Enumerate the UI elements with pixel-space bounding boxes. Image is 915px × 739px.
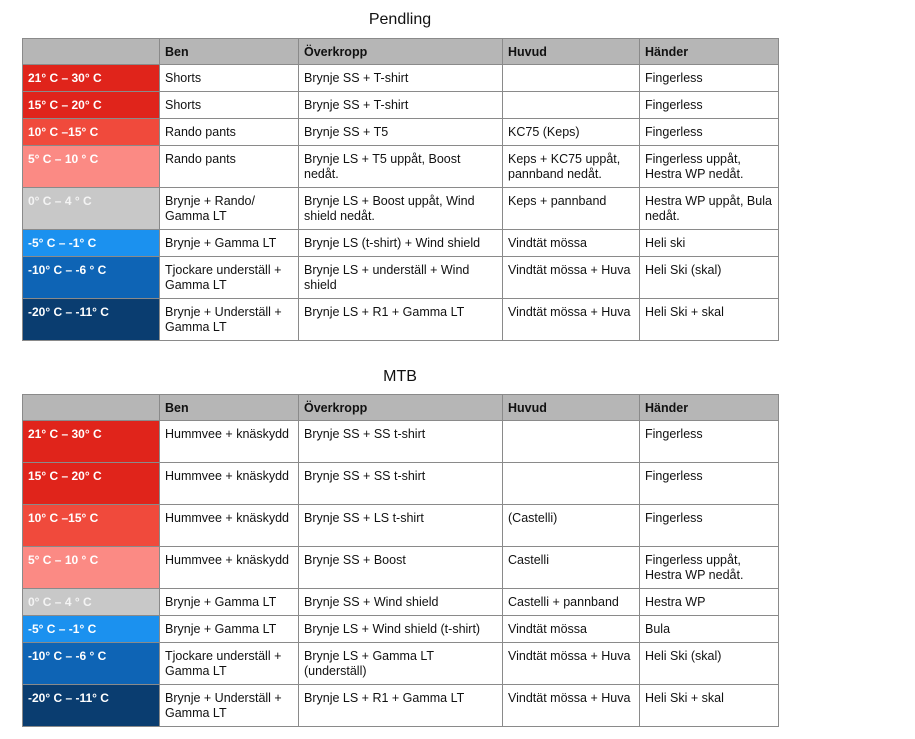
header-overkropp: Överkropp [299, 39, 503, 65]
hander-cell: Heli Ski (skal) [640, 257, 779, 299]
overkropp-cell: Brynje SS + T-shirt [299, 65, 503, 92]
hander-cell: Heli Ski + skal [640, 685, 779, 727]
huvud-cell: Vindtät mössa [503, 616, 640, 643]
hander-cell: Heli ski [640, 230, 779, 257]
ben-cell: Rando pants [160, 146, 299, 188]
header-hander: Händer [640, 39, 779, 65]
temperature-cell: 5° C – 10 ° C [23, 146, 160, 188]
ben-cell: Brynje + Gamma LT [160, 616, 299, 643]
header-temperature [23, 395, 160, 421]
table-row [23, 257, 779, 299]
huvud-cell: Vindtät mössa + Huva [503, 257, 640, 299]
table-row [23, 643, 779, 685]
overkropp-cell: Brynje SS + SS t-shirt [299, 421, 503, 463]
ben-cell: Hummvee + knäskydd [160, 421, 299, 463]
table-row [23, 421, 779, 463]
temperature-cell: 0° C – 4 ° C [23, 589, 160, 616]
huvud-cell: Vindtät mössa [503, 230, 640, 257]
overkropp-cell: Brynje LS + R1 + Gamma LT [299, 299, 503, 341]
overkropp-cell: Brynje SS + Wind shield [299, 589, 503, 616]
overkropp-cell: Brynje LS + T5 uppåt, Boost nedåt. [299, 146, 503, 188]
hander-cell: Fingerless [640, 421, 779, 463]
header-ben: Ben [160, 39, 299, 65]
section-title-pendling: Pendling [368, 11, 432, 28]
table-row [23, 685, 779, 727]
overkropp-cell: Brynje LS + Wind shield (t-shirt) [299, 616, 503, 643]
header-huvud: Huvud [503, 395, 640, 421]
temperature-cell: 10° C –15° C [23, 505, 160, 547]
temperature-cell: 0° C – 4 ° C [23, 188, 160, 230]
overkropp-cell: Brynje LS + Boost uppåt, Wind shield nedåt. [299, 188, 503, 230]
clothing-table-pendling [22, 38, 779, 341]
hander-cell: Fingerless [640, 119, 779, 146]
table-row [23, 463, 779, 505]
temperature-cell: -20° C – -11° C [23, 299, 160, 341]
temperature-cell: 15° C – 20° C [23, 463, 160, 505]
hander-cell: Fingerless uppåt, Hestra WP nedåt. [640, 547, 779, 589]
overkropp-cell: Brynje SS + SS t-shirt [299, 463, 503, 505]
temperature-cell: 21° C – 30° C [23, 421, 160, 463]
header-temperature [23, 39, 160, 65]
table-row [23, 146, 779, 188]
overkropp-cell: Brynje SS + LS t-shirt [299, 505, 503, 547]
section-title-mtb: MTB [383, 368, 417, 385]
huvud-cell [503, 421, 640, 463]
temperature-cell: -5° C – -1° C [23, 230, 160, 257]
huvud-cell: Vindtät mössa + Huva [503, 643, 640, 685]
ben-cell: Brynje + Underställ + Gamma LT [160, 685, 299, 727]
temperature-cell: -10° C – -6 ° C [23, 643, 160, 685]
ben-cell: Tjockare underställ + Gamma LT [160, 643, 299, 685]
table-header-row [23, 39, 779, 65]
overkropp-cell: Brynje LS + R1 + Gamma LT [299, 685, 503, 727]
huvud-cell: (Castelli) [503, 505, 640, 547]
overkropp-cell: Brynje LS + underställ + Wind shield [299, 257, 503, 299]
ben-cell: Hummvee + knäskydd [160, 547, 299, 589]
table-row [23, 65, 779, 92]
overkropp-cell: Brynje SS + T5 [299, 119, 503, 146]
ben-cell: Hummvee + knäskydd [160, 463, 299, 505]
table-row [23, 299, 779, 341]
table-row [23, 119, 779, 146]
hander-cell: Bula [640, 616, 779, 643]
temperature-cell: -10° C – -6 ° C [23, 257, 160, 299]
hander-cell: Heli Ski + skal [640, 299, 779, 341]
table-row [23, 547, 779, 589]
overkropp-cell: Brynje LS + Gamma LT (underställ) [299, 643, 503, 685]
table-row [23, 589, 779, 616]
ben-cell: Brynje + Rando/ Gamma LT [160, 188, 299, 230]
clothing-table-mtb [22, 394, 779, 727]
huvud-cell: Castelli [503, 547, 640, 589]
ben-cell: Rando pants [160, 119, 299, 146]
temperature-cell: 10° C –15° C [23, 119, 160, 146]
huvud-cell [503, 92, 640, 119]
hander-cell: Fingerless [640, 92, 779, 119]
huvud-cell: Keps + KC75 uppåt, pannband nedåt. [503, 146, 640, 188]
overkropp-cell: Brynje LS (t-shirt) + Wind shield [299, 230, 503, 257]
huvud-cell: Vindtät mössa + Huva [503, 299, 640, 341]
ben-cell: Shorts [160, 92, 299, 119]
ben-cell: Brynje + Underställ + Gamma LT [160, 299, 299, 341]
header-overkropp: Överkropp [299, 395, 503, 421]
table-row [23, 616, 779, 643]
ben-cell: Brynje + Gamma LT [160, 230, 299, 257]
overkropp-cell: Brynje SS + T-shirt [299, 92, 503, 119]
huvud-cell [503, 65, 640, 92]
ben-cell: Shorts [160, 65, 299, 92]
temperature-cell: -20° C – -11° C [23, 685, 160, 727]
hander-cell: Fingerless [640, 505, 779, 547]
ben-cell: Brynje + Gamma LT [160, 589, 299, 616]
temperature-cell: 21° C – 30° C [23, 65, 160, 92]
header-huvud: Huvud [503, 39, 640, 65]
table-row [23, 505, 779, 547]
huvud-cell: KC75 (Keps) [503, 119, 640, 146]
table-header-row [23, 395, 779, 421]
hander-cell: Fingerless [640, 65, 779, 92]
hander-cell: Fingerless uppåt, Hestra WP nedåt. [640, 146, 779, 188]
hander-cell: Hestra WP [640, 589, 779, 616]
temperature-cell: -5° C – -1° C [23, 616, 160, 643]
hander-cell: Hestra WP uppåt, Bula nedåt. [640, 188, 779, 230]
huvud-cell: Keps + pannband [503, 188, 640, 230]
table-row [23, 230, 779, 257]
hander-cell: Heli Ski (skal) [640, 643, 779, 685]
table-row [23, 188, 779, 230]
huvud-cell [503, 463, 640, 505]
huvud-cell: Castelli + pannband [503, 589, 640, 616]
overkropp-cell: Brynje SS + Boost [299, 547, 503, 589]
hander-cell: Fingerless [640, 463, 779, 505]
huvud-cell: Vindtät mössa + Huva [503, 685, 640, 727]
ben-cell: Hummvee + knäskydd [160, 505, 299, 547]
temperature-cell: 5° C – 10 ° C [23, 547, 160, 589]
header-ben: Ben [160, 395, 299, 421]
table-row [23, 92, 779, 119]
temperature-cell: 15° C – 20° C [23, 92, 160, 119]
ben-cell: Tjockare underställ + Gamma LT [160, 257, 299, 299]
header-hander: Händer [640, 395, 779, 421]
